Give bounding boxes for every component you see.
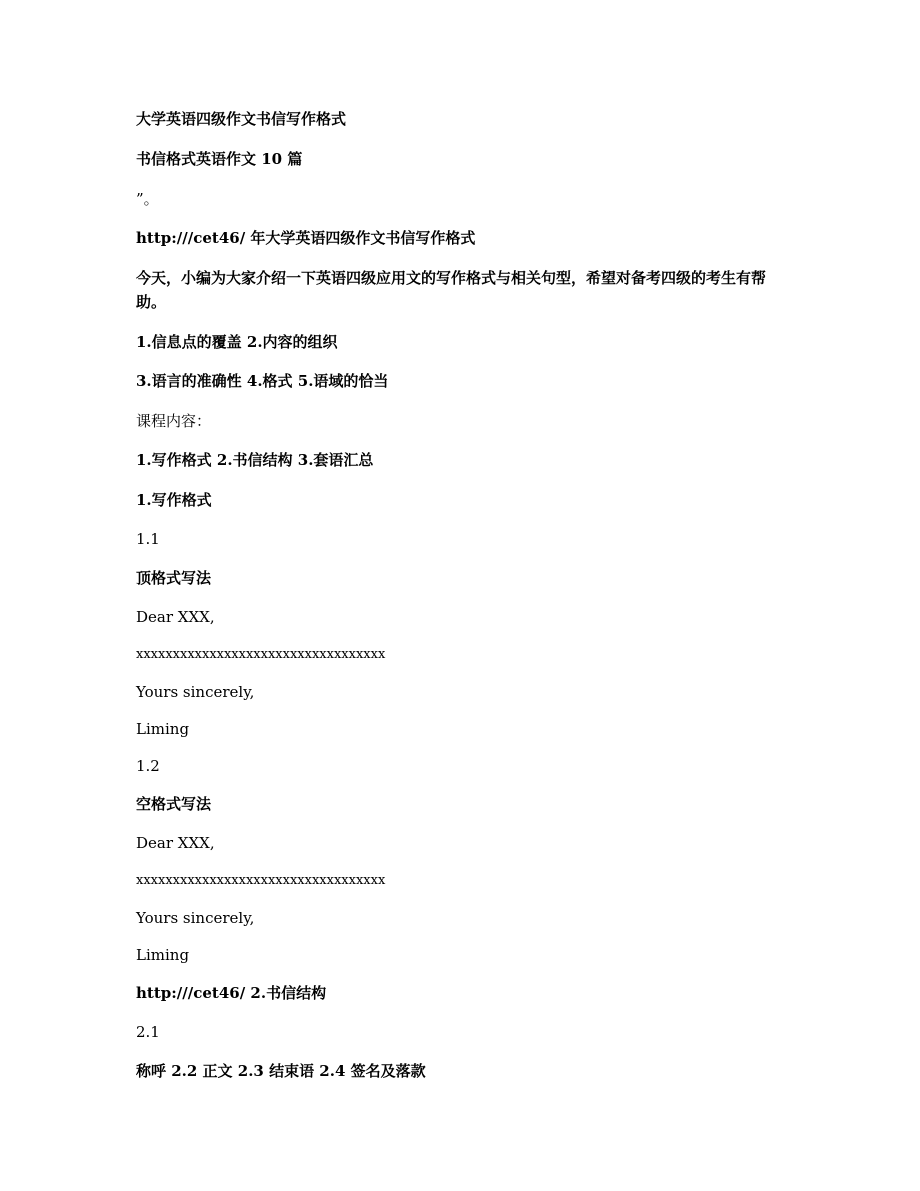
intro-paragraph: 今天，小编为大家介绍一下英语四级应用文的写作格式与相关句型，希望对备考四级的考生有帮助。 [136,269,767,311]
text-line: 1.写作格式 2.书信结构 3.套语汇总 [136,451,374,469]
subsection-number: 2.1 [136,1023,160,1041]
section-label: 课程内容： [136,412,212,430]
subsection-heading: 顶格式写法 [136,569,212,587]
subsection-number: 1.2 [136,757,160,775]
letter-closing: Yours sincerely, [136,909,255,927]
letter-signature: Liming [136,720,190,738]
letter-salutation: Dear XXX, [136,608,215,626]
text-line: 3.语言的准确性 4.格式 5.语域的恰当 [136,372,389,390]
letter-salutation: Dear XXX, [136,834,215,852]
document-title: 大学英语四级作文书信写作格式 [136,110,347,128]
text-line: ”。 [136,190,159,208]
text-line: 称呼 2.2 正文 2.3 结束语 2.4 签名及落款 [136,1062,426,1080]
source-line: http:///cet46/ 2.书信结构 [136,984,327,1002]
text-line: 1.信息点的覆盖 2.内容的组织 [136,333,338,351]
section-heading: 1.写作格式 [136,491,212,509]
source-line: http:///cet46/ 年大学英语四级作文书信写作格式 [136,229,476,247]
subsection-number: 1.1 [136,530,160,548]
subsection-heading: 空格式写法 [136,795,212,813]
letter-closing: Yours sincerely, [136,683,255,701]
letter-body: xxxxxxxxxxxxxxxxxxxxxxxxxxxxxxxxxx [136,873,386,888]
letter-body: xxxxxxxxxxxxxxxxxxxxxxxxxxxxxxxxxx [136,647,386,662]
letter-signature: Liming [136,946,190,964]
document-subtitle: 书信格式英语作文 10 篇 [136,150,303,168]
